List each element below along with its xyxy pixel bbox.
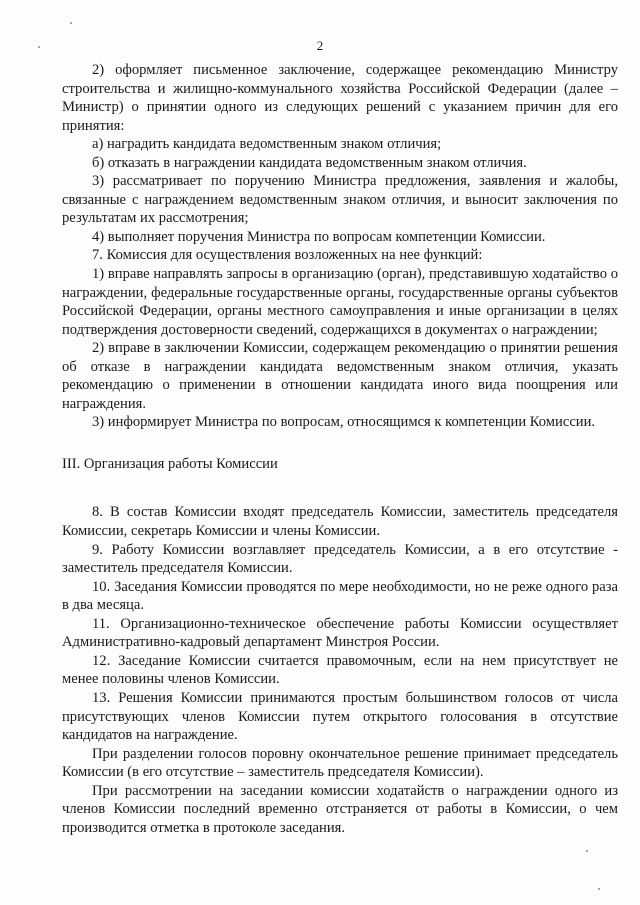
paragraph: При разделении голосов поровну окончательное решение принимает председатель Комиссии (в его отсутствие – заместитель председателя Комиссии). xyxy=(62,745,618,781)
paragraph: 1) вправе направлять запросы в организацию (орган), представившую ходатайство о награждении, федеральные государственные органы, государственные органы субъектов Российской Федерации, органы местного самоуправления и иные организации в целях подтверждения достоверности сведений, содержащихся в документах о награждении; xyxy=(62,266,618,338)
section-heading: III. Организация работы Комиссии xyxy=(62,455,278,472)
paragraph: 2) вправе в заключении Комиссии, содержащем рекомендацию о принятии решения об отказе в награждении кандидата ведомственным знаком отличия, указать рекомендацию о применении в отношении кандидата иного вида поощрения или награждения. xyxy=(62,340,618,412)
paragraph: 9. Работу Комиссии возглавляет председатель Комиссии, а в его отсутствие - заместитель председателя Комиссии. xyxy=(62,541,618,577)
scan-speck xyxy=(598,888,600,890)
paragraph: 11. Организационно-техническое обеспечение работы Комиссии осуществляет Административно-кадровый департамент Минстроя России. xyxy=(62,615,618,651)
paragraph: а) наградить кандидата ведомственным знаком отличия; xyxy=(92,136,442,153)
paragraph: 10. Заседания Комиссии проводятся по мере необходимости, но не реже одного раза в два месяца. xyxy=(62,578,618,614)
paragraph: 12. Заседание Комиссии считается правомочным, если на нем присутствует не менее половины членов Комиссии. xyxy=(62,652,618,688)
paragraph: 8. В состав Комиссии входят председатель Комиссии, заместитель председателя Комиссии, секретарь Комиссии и члены Комиссии. xyxy=(62,504,618,540)
paragraph: 3) информирует Министра по вопросам, относящимся к компетенции Комиссии. xyxy=(92,414,596,431)
paragraph: При рассмотрении на заседании комиссии ходатайств о награждении одного из членов Комиссии последний временно отстраняется от работы в Комиссии, о чем производится отметка в протоколе заседания. xyxy=(62,782,618,836)
paragraph: б) отказать в награждении кандидата ведомственным знаком отличия. xyxy=(92,154,527,171)
paragraph: 7. Комиссия для осуществления возложенных на нее функций: xyxy=(92,247,483,264)
paragraph: 4) выполняет поручения Министра по вопросам компетенции Комиссии. xyxy=(92,228,546,245)
paragraph: 2) оформляет письменное заключение, содержащее рекомендацию Министру строительства и жилищно-коммунального хозяйства Российской Федерации (далее – Министр) о принятии одного из следующих решений с указанием причин для его принятия: xyxy=(62,62,618,134)
paragraph: 13. Решения Комиссии принимаются простым большинством голосов от числа присутствующих членов Комиссии путем открытого голосования в отсутствие кандидатов на награждение. xyxy=(62,689,618,744)
scan-speck xyxy=(70,22,73,25)
page-number: 2 xyxy=(316,38,324,53)
document-body xyxy=(62,61,618,837)
scan-speck xyxy=(586,850,588,852)
paragraph: 3) рассматривает по поручению Министра предложения, заявления и жалобы, связанные с награждением ведомственным знаком отличия, и выносит заключения по результатам их рассмотрения; xyxy=(62,173,618,227)
